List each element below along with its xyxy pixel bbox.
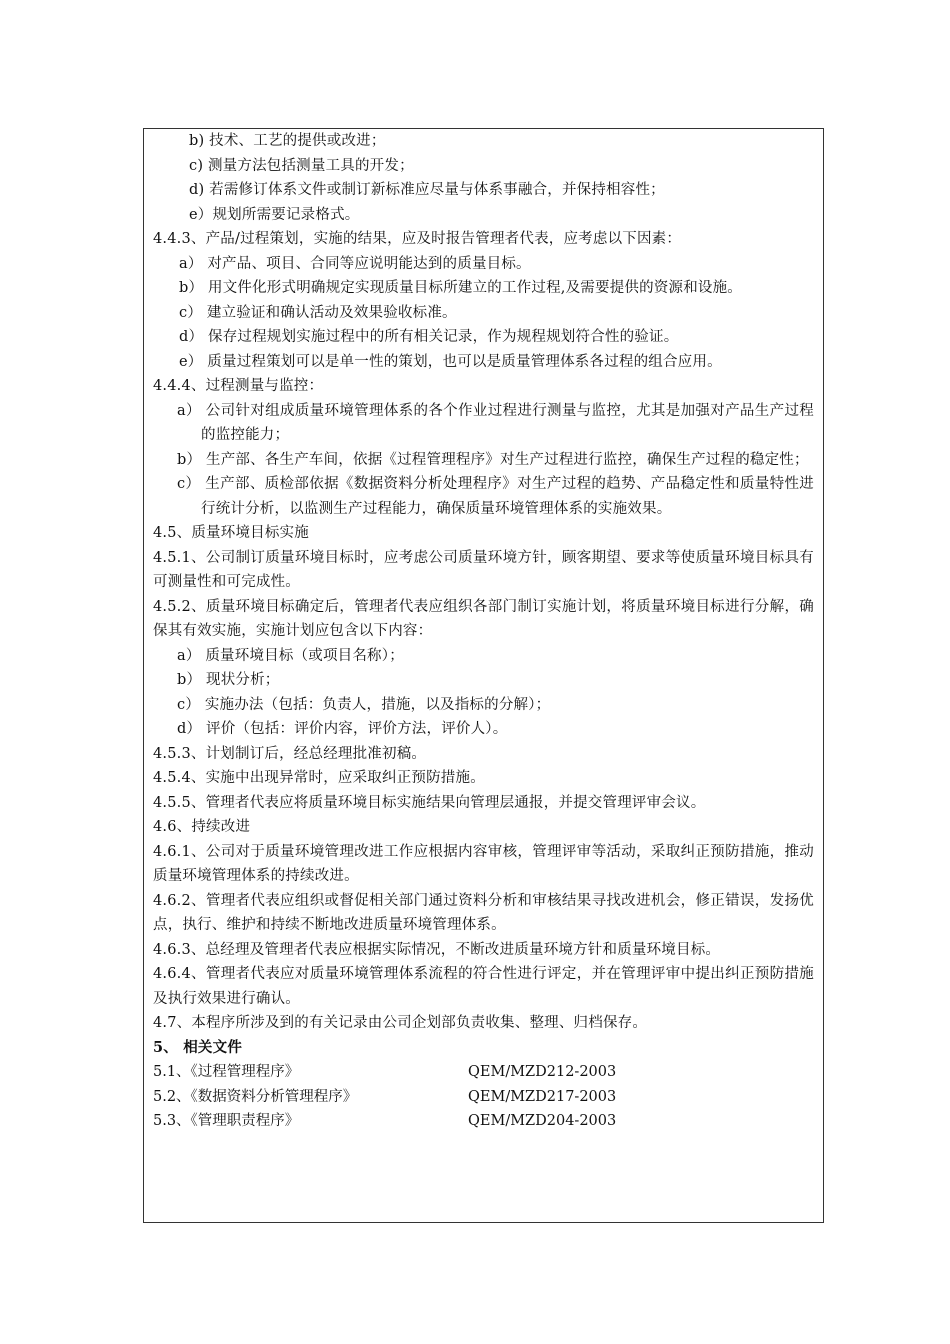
reference-row (153, 1109, 814, 1134)
reference-title: 5.1、《过程管理程序》 (153, 1064, 300, 1080)
list-item: c) 测量方法包括测量工具的开发； (189, 157, 414, 174)
paragraph-4-5-3: 4.5.3、计划制订后，经总经理批准初稿。 (153, 745, 427, 762)
paragraph-4-5-2: 4.5.2、质量环境目标确定后，管理者代表应组织各部门制订实施计划，将质量环境目标进行分解，确保其有效实施，实施计划应包含以下内容： (153, 598, 814, 639)
section-heading-5: 5、 相关文件 (153, 1038, 243, 1056)
section-heading-4-6: 4.6、持续改进 (153, 819, 251, 835)
paragraph-4-5-4: 4.5.4、实施中出现异常时，应采取纠正预防措施。 (153, 770, 485, 786)
reference-row (153, 1060, 814, 1085)
list-item: c） 建立验证和确认活动及效果验收标准。 (179, 304, 457, 321)
list-item: b) 技术、工艺的提供或改进； (189, 133, 386, 149)
list-item: a） 质量环境目标（或项目名称）； (177, 647, 404, 664)
paragraph-4-5-1: 4.5.1、公司制订质量环境目标时，应考虑公司质量环境方针，顾客期望、要求等使质量环境目标具有可测量性和可完成性。 (153, 549, 814, 590)
list-item: b） 现状分析； (177, 672, 280, 688)
paragraph-4-6-4: 4.6.4、管理者代表应对质量环境管理体系流程的符合性进行评定，并在管理评审中提出纠正预防措施及执行效果进行确认。 (153, 966, 814, 1007)
section-heading-4-5: 4.5、质量环境目标实施 (153, 525, 309, 541)
list-item: c） 实施办法（包括：负责人，措施，以及指标的分解）； (177, 696, 551, 713)
reference-code: QEM/MZD212-2003 (468, 1064, 617, 1080)
list-item: b） 生产部、各生产车间，依据《过程管理程序》对生产过程进行监控，确保生产过程的稳定性； (177, 451, 809, 468)
paragraph-4-5-5: 4.5.5、管理者代表应将质量环境目标实施结果向管理层通报，并提交管理评审会议。 (153, 794, 706, 811)
reference-code: QEM/MZD217-2003 (468, 1088, 617, 1105)
reference-row (153, 1085, 814, 1110)
list-item: c） 生产部、质检部依据《数据资料分析处理程序》对生产过程的趋势、产品稳定性和质量特性进行统计分析，以监测生产过程能力，确保质量环境管理体系的实施效果。 (177, 476, 814, 517)
reference-title: 5.3、《管理职责程序》 (153, 1113, 300, 1129)
list-item: a） 对产品、项目、合同等应说明能达到的质量目标。 (179, 255, 531, 272)
section-heading-4-4-3: 4.4.3、产品/过程策划，实施的结果，应及时报告管理者代表，应考虑以下因素： (153, 231, 682, 247)
list-item: e）规划所需要记录格式。 (189, 206, 360, 223)
list-item: d） 保存过程规划实施过程中的所有相关记录，作为规程规划符合性的验证。 (179, 329, 679, 345)
paragraph-4-6-3: 4.6.3、总经理及管理者代表应根据实际情况，不断改进质量环境方针和质量环境目标。 (153, 941, 721, 958)
list-item: d) 若需修订体系文件或制订新标准应尽量与体系事融合，并保持相容性； (189, 182, 665, 198)
list-item: a） 公司针对组成质量环境管理体系的各个作业过程进行测量与监控，尤其是加强对产品生产过程的监控能力； (177, 402, 814, 443)
paragraph-4-7: 4.7、本程序所涉及到的有关记录由公司企划部负责收集、整理、归档保存。 (153, 1015, 648, 1031)
list-item: e） 质量过程策划可以是单一性的策划，也可以是质量管理体系各过程的组合应用。 (179, 353, 722, 370)
list-item: b） 用文件化形式明确规定实现质量目标所建立的工作过程,及需要提供的资源和设施。 (179, 280, 742, 296)
list-item: d） 评价（包括：评价内容，评价方法，评价人）。 (177, 721, 508, 737)
reference-code: QEM/MZD204-2003 (468, 1113, 617, 1129)
section-heading-4-4-4: 4.4.4、过程测量与监控： (153, 378, 324, 394)
paragraph-4-6-1: 4.6.1、公司对于质量环境管理改进工作应根据内容审核，管理评审等活动，采取纠正预防措施，推动质量环境管理体系的持续改进。 (153, 843, 814, 884)
document-content-box (143, 128, 824, 1223)
reference-title: 5.2、《数据资料分析管理程序》 (153, 1088, 358, 1105)
paragraph-4-6-2: 4.6.2、管理者代表应组织或督促相关部门通过资料分析和审核结果寻找改进机会，修正错误，发扬优点，执行、维护和持续不断地改进质量环境管理体系。 (153, 892, 814, 933)
